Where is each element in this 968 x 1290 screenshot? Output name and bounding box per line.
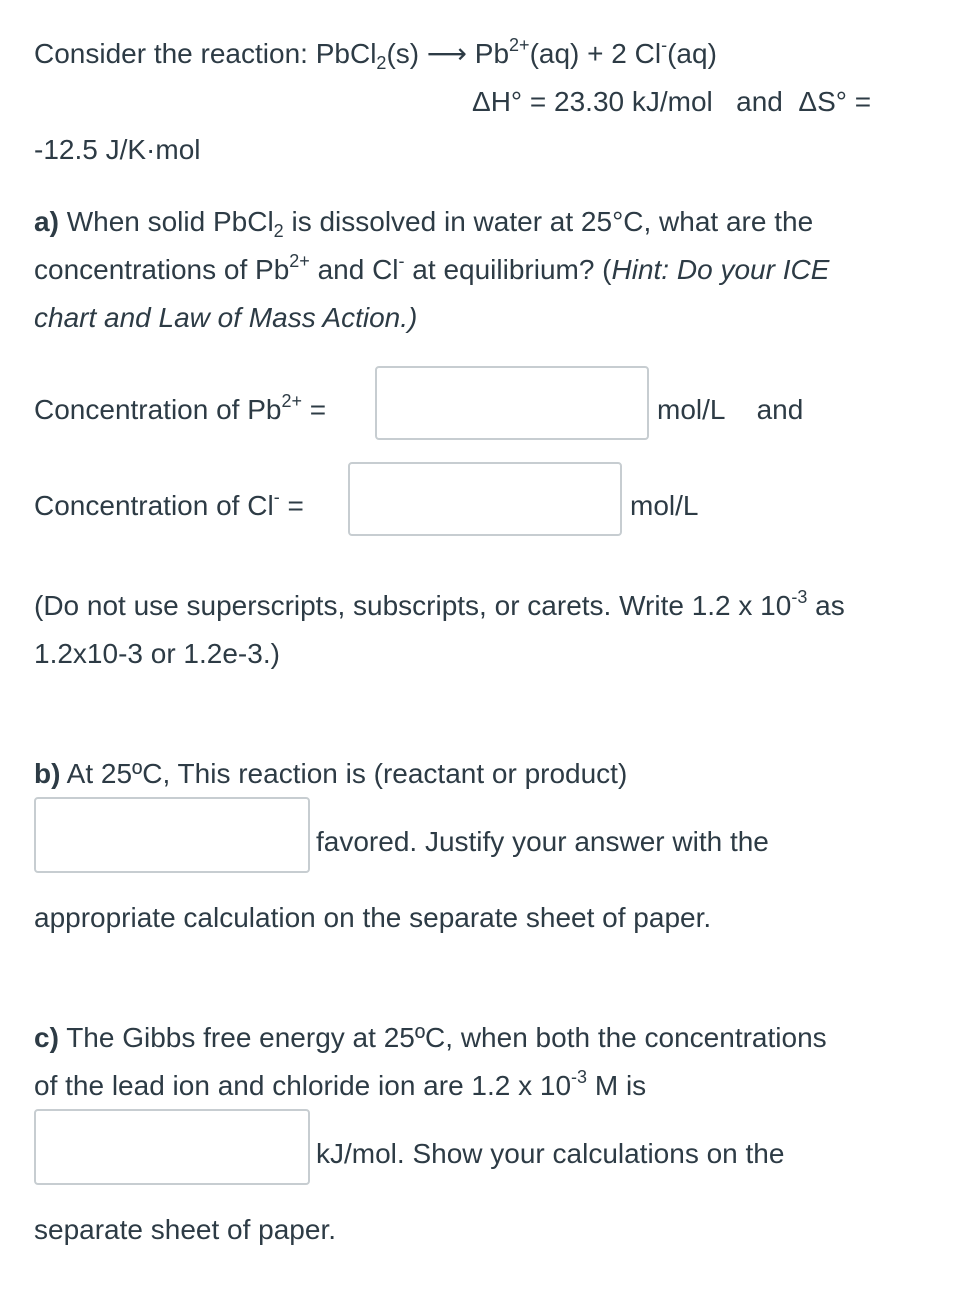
part-c-text: The Gibbs free energy at 25ºC, when both the concentrations <box>66 1022 827 1053</box>
part-c-line1 <box>34 1021 827 1055</box>
part-a-lead-charge: 2+ <box>289 251 310 271</box>
format-note-line2: 1.2x10-3 or 1.2e-3.) <box>34 638 280 669</box>
pb-label-charge: 2+ <box>281 391 303 411</box>
part-c-line2 <box>34 1069 646 1106</box>
cl-label-charge: - <box>273 487 280 507</box>
part-b-label: b) <box>34 758 61 789</box>
part-a-line1 <box>34 205 813 242</box>
part-a-chloride-charge: - <box>398 251 405 271</box>
plus-coefficient: + 2 <box>587 38 627 69</box>
chloride-ion: Cl <box>634 38 662 69</box>
part-a-subscript: 2 <box>273 221 284 241</box>
lead-ion: Pb <box>474 38 510 69</box>
pb-unit-line <box>657 393 803 427</box>
part-a-line2 <box>34 253 829 290</box>
gibbs-energy-input[interactable] <box>34 1109 310 1185</box>
part-a-text: When solid PbCl <box>66 206 274 237</box>
part-c-line2-end: M is <box>587 1070 647 1101</box>
cl-equals: = <box>279 490 304 521</box>
entropy-value: -12.5 J/K·mol <box>34 134 201 165</box>
part-a-line2-text-b: and Cl <box>309 254 399 285</box>
hint-text: Hint: Do your ICE <box>611 254 830 285</box>
part-b-after: favored. Justify your answer with the <box>316 826 769 857</box>
part-a-line2-text: concentrations of Pb <box>34 254 290 285</box>
favored-input[interactable] <box>34 797 310 873</box>
cl-label-text: Concentration of Cl <box>34 490 274 521</box>
cl-concentration-label <box>34 489 304 526</box>
cl-concentration-input[interactable] <box>348 462 622 536</box>
part-b-line3: appropriate calculation on the separate sheet of paper. <box>34 902 712 933</box>
reactant-state: (s) <box>386 38 420 69</box>
part-b-text: At 25ºC, This reaction is (reactant or product) <box>66 758 628 789</box>
part-c-exp: -3 <box>571 1067 588 1087</box>
reaction-arrow-icon: ⟶ <box>426 38 468 69</box>
part-c-line2-text: of the lead ion and chloride ion are 1.2 x 10 <box>34 1070 572 1101</box>
thermo-line <box>472 85 871 119</box>
pb-label-text: Concentration of Pb <box>34 394 282 425</box>
part-a-line3 <box>34 301 417 335</box>
part-a-line2-text-c: at equilibrium? ( <box>404 254 612 285</box>
part-c-label: c) <box>34 1022 59 1053</box>
lead-ion-state: (aq) <box>529 38 580 69</box>
part-a-label: a) <box>34 206 59 237</box>
part-b-line1 <box>34 757 627 791</box>
reaction-line <box>34 37 717 74</box>
pb-concentration-label <box>34 393 326 430</box>
chloride-ion-charge: - <box>661 35 668 55</box>
reactant-formula: PbCl <box>315 38 377 69</box>
pb-and: and <box>756 394 804 425</box>
pb-unit: mol/L <box>657 394 726 425</box>
enthalpy-value: ΔH° = 23.30 kJ/mol <box>472 86 713 117</box>
lead-ion-charge: 2+ <box>509 35 530 55</box>
reactant-subscript: 2 <box>376 53 387 73</box>
format-note-end: as <box>807 590 845 621</box>
and-text: and <box>736 86 783 117</box>
part-c-line4: separate sheet of paper. <box>34 1214 336 1245</box>
part-c-after: kJ/mol. Show your calculations on the <box>316 1138 785 1169</box>
entropy-label: ΔS° = <box>798 86 872 117</box>
pb-concentration-input[interactable] <box>375 366 649 440</box>
part-a-text-end: is dissolved in water at 25°C, what are the <box>283 206 814 237</box>
format-note-exp: -3 <box>791 587 808 607</box>
cl-unit: mol/L <box>630 490 699 521</box>
hint-text-cont: chart and Law of Mass Action.) <box>34 302 418 333</box>
format-note-text: (Do not use superscripts, subscripts, or carets. Write 1.2 x 10 <box>34 590 792 621</box>
consider-text: Consider the reaction: <box>34 38 308 69</box>
pb-equals: = <box>302 394 327 425</box>
chloride-ion-state: (aq) <box>667 38 717 69</box>
format-note-line1 <box>34 589 845 626</box>
